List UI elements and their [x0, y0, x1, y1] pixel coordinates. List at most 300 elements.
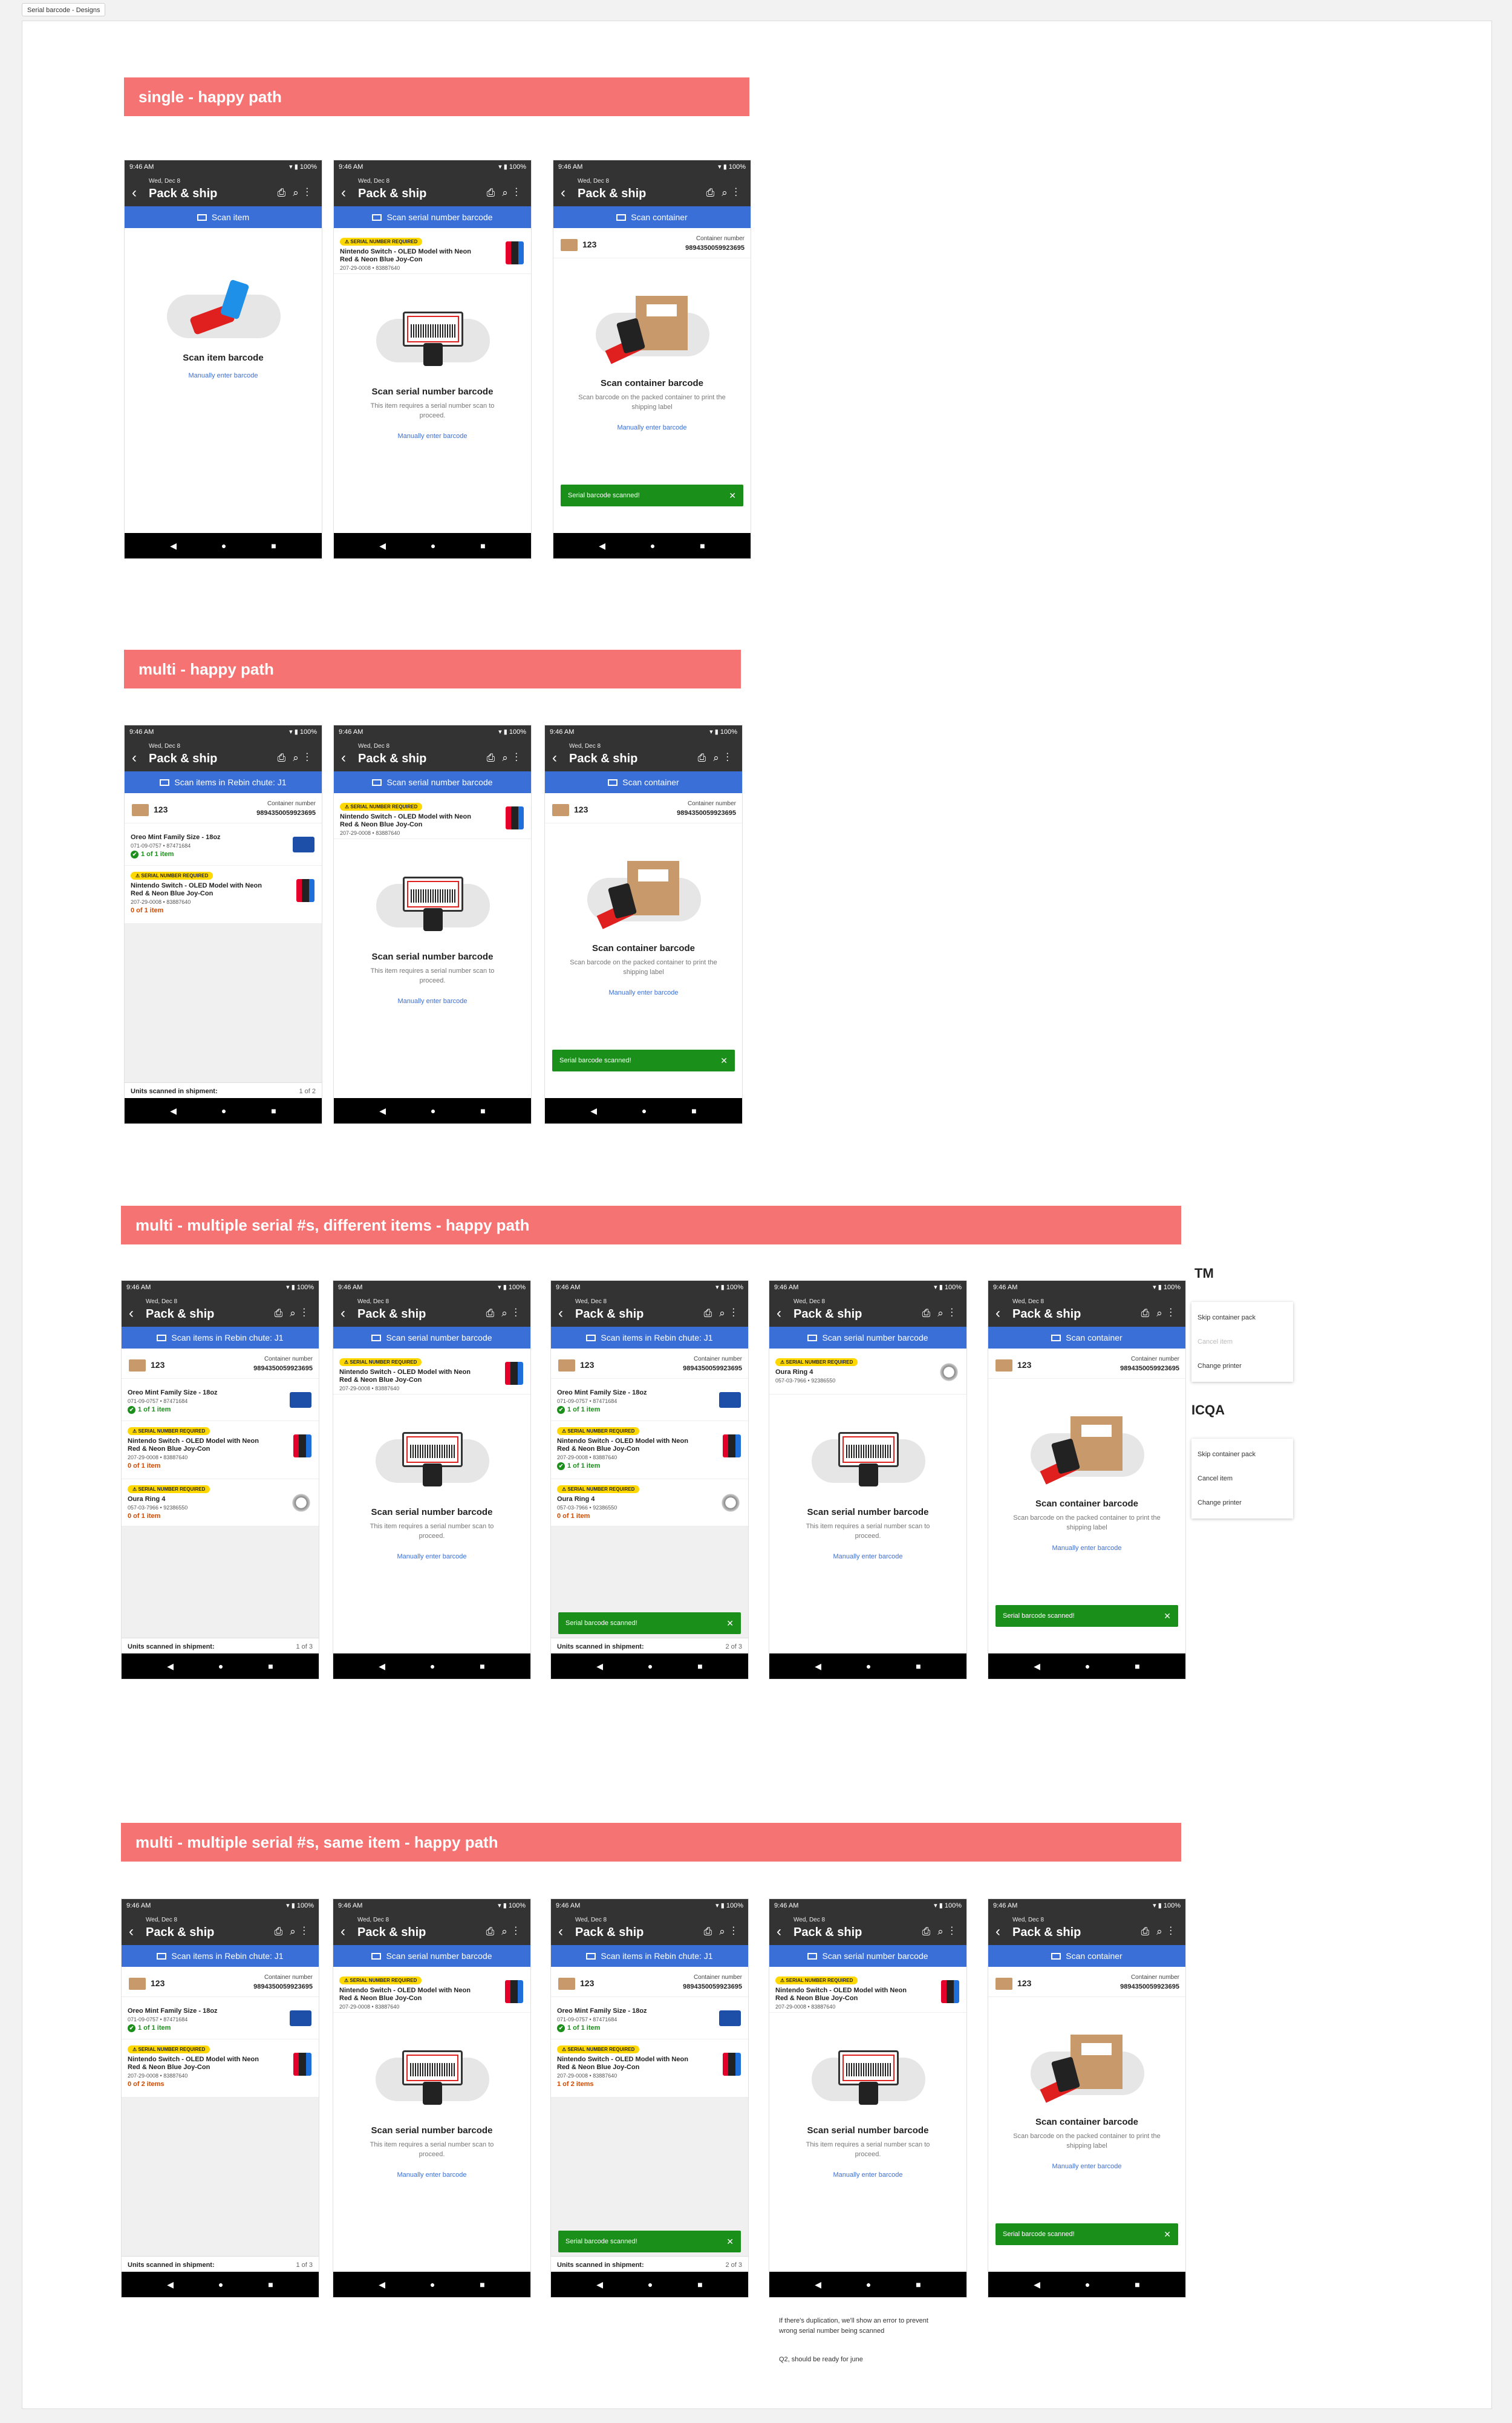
- app-bar: [125, 174, 322, 206]
- scan-action-bar[interactable]: [334, 771, 531, 793]
- scan-frame-icon: [842, 2055, 894, 2081]
- android-nav-bar[interactable]: ◀ ● ■: [125, 1098, 322, 1123]
- serial-item-header: [333, 1970, 530, 2013]
- container-row: [988, 1352, 1185, 1379]
- android-nav-bar[interactable]: ◀ ● ■: [551, 1653, 748, 1679]
- appbar-icons[interactable]: ⎙⌕⋮: [486, 187, 525, 198]
- switch-thumbnail: [296, 879, 314, 902]
- container-label: Container number: [693, 1974, 742, 1981]
- android-nav-bar[interactable]: ◀ ● ■: [988, 1653, 1185, 1679]
- android-nav-bar[interactable]: ◀ ● ■: [334, 533, 531, 558]
- list-item[interactable]: [551, 2039, 748, 2098]
- manual-entry-link[interactable]: Manually enter barcode: [397, 433, 468, 440]
- item-count: 0 of 2 items: [128, 2081, 165, 2088]
- box-icon: [129, 1978, 146, 1990]
- container-label: Container number: [264, 1974, 313, 1981]
- main-title: Scan serial number barcode: [371, 1507, 493, 1517]
- serial-scan-illustration: [376, 1426, 489, 1486]
- container-short: 123: [154, 805, 168, 814]
- item-sku: 207-29-0008 • 83887640: [340, 830, 400, 836]
- item-sku: 071-09-0757 • 87471684: [128, 2016, 188, 2022]
- units-label: Units scanned in shipment:: [128, 1643, 215, 1650]
- status-time: 9:46 AM: [338, 1902, 363, 1909]
- scan-action-label: Scan container: [631, 212, 688, 222]
- app-bar: [988, 1912, 1185, 1945]
- item-sku: 207-29-0008 • 83887640: [557, 1454, 618, 1460]
- item-sku: 071-09-0757 • 87471684: [557, 2016, 618, 2022]
- container-label: Container number: [1130, 1974, 1179, 1981]
- appbar-icons[interactable]: ⎙⌕⋮: [486, 1926, 524, 1937]
- frame-tag: Serial barcode - Designs: [22, 3, 105, 16]
- list-item[interactable]: [551, 1479, 748, 1526]
- scan-action-bar[interactable]: [545, 771, 742, 793]
- scan-action-bar[interactable]: [333, 1327, 530, 1349]
- manual-entry-link[interactable]: Manually enter barcode: [1052, 2163, 1122, 2170]
- snackbar-close-icon[interactable]: ✕: [1164, 1611, 1171, 1621]
- item-count: ✔ 1 of 1 item: [557, 1462, 742, 1470]
- scan-frame-icon: [406, 2055, 458, 2081]
- list-item[interactable]: [125, 866, 322, 924]
- appbar-icons[interactable]: ⎙⌕⋮: [274, 1926, 313, 1937]
- status-time: 9:46 AM: [126, 1284, 151, 1291]
- scan-action-label: Scan serial number barcode: [386, 1333, 492, 1342]
- appbar-icons[interactable]: ⎙⌕⋮: [486, 1307, 524, 1319]
- app-date: Wed, Dec 8: [793, 1917, 826, 1923]
- app-bar: [769, 1294, 966, 1327]
- app-date: Wed, Dec 8: [569, 743, 601, 750]
- item-name: Nintendo Switch - OLED Model with Neon Red & Neon Blue Joy-Con: [557, 2056, 688, 2071]
- oreo-thumbnail: [293, 837, 314, 852]
- scan-action-label: Scan serial number barcode: [386, 212, 493, 222]
- android-nav-bar[interactable]: ◀ ● ■: [551, 2272, 748, 2297]
- android-nav-bar[interactable]: ◀ ● ■: [988, 2272, 1185, 2297]
- back-icon[interactable]: ‹: [341, 750, 346, 766]
- barcode-icon: [586, 1953, 596, 1960]
- oreo-thumbnail: [290, 1392, 311, 1408]
- main-title: Scan serial number barcode: [371, 2125, 493, 2136]
- units-scanned-bar: [551, 1638, 748, 1655]
- scan-frame-icon: [842, 1436, 894, 1463]
- units-count: 1 of 3: [296, 2261, 313, 2269]
- item-sku: 057-03-7966 • 92386550: [775, 1378, 836, 1384]
- scan-action-label: Scan items in Rebin chute: J1: [171, 1333, 284, 1342]
- barcode-icon: [160, 779, 169, 786]
- phone-screen: [988, 1280, 1186, 1679]
- scan-action-bar[interactable]: [769, 1327, 966, 1349]
- item-name: Nintendo Switch - OLED Model with Neon Red & Neon Blue Joy-Con: [339, 1987, 471, 2002]
- serial-scan-illustration: [812, 2044, 925, 2105]
- item-count: ✔ 1 of 1 item: [557, 2024, 742, 2032]
- scan-action-bar[interactable]: [125, 206, 322, 228]
- back-icon[interactable]: ‹: [132, 750, 137, 766]
- serial-required-pill: ⚠ SERIAL NUMBER REQUIRED: [775, 1358, 858, 1366]
- main-description: This item requires a serial number scan to proceed.: [370, 1523, 494, 1540]
- main-title: Scan serial number barcode: [807, 2125, 929, 2136]
- status-battery: ▾ ▮ 100%: [498, 163, 526, 171]
- back-icon[interactable]: ‹: [558, 1305, 563, 1321]
- status-time: 9:46 AM: [129, 728, 154, 736]
- units-label: Units scanned in shipment:: [131, 1088, 218, 1095]
- tm-cancel-item[interactable]: Cancel item: [1198, 1338, 1233, 1346]
- serial-required-pill: ⚠ SERIAL NUMBER REQUIRED: [339, 1358, 422, 1366]
- serial-required-pill: ⚠ SERIAL NUMBER REQUIRED: [128, 1485, 210, 1493]
- oreo-thumbnail: [719, 2010, 741, 2026]
- back-icon[interactable]: ‹: [129, 1923, 134, 1940]
- appbar-icons[interactable]: ⎙⌕⋮: [922, 1307, 960, 1319]
- phone-screen: [544, 725, 743, 1124]
- snackbar-close-icon[interactable]: ✕: [726, 1618, 734, 1628]
- item-name: Oura Ring 4: [775, 1368, 813, 1376]
- appbar-icons[interactable]: ⎙⌕⋮: [277, 187, 316, 198]
- main-title: Scan serial number barcode: [371, 387, 494, 397]
- app-title: Pack & ship: [575, 1307, 644, 1321]
- status-battery: ▾ ▮ 100%: [1153, 1902, 1181, 1909]
- back-icon[interactable]: ‹: [132, 185, 137, 201]
- icqa-cancel-item[interactable]: Cancel item: [1198, 1475, 1233, 1482]
- success-snackbar: [558, 1612, 741, 1634]
- container-row: [553, 232, 751, 258]
- container-number: 9894350059923695: [683, 1983, 742, 1990]
- android-nav-bar[interactable]: ◀ ● ■: [122, 2272, 319, 2297]
- status-battery: ▾ ▮ 100%: [934, 1284, 962, 1291]
- container-label: Container number: [1130, 1356, 1179, 1362]
- manual-entry-link[interactable]: Manually enter barcode: [1052, 1545, 1122, 1552]
- app-bar: [334, 739, 531, 771]
- list-item[interactable]: [551, 2002, 748, 2039]
- status-time: 9:46 AM: [126, 1902, 151, 1909]
- manual-entry-link[interactable]: Manually enter barcode: [833, 2171, 903, 2179]
- app-title: Pack & ship: [357, 1926, 426, 1939]
- main-title: Scan container barcode: [591, 943, 696, 953]
- units-scanned-bar: [551, 2256, 748, 2273]
- app-date: Wed, Dec 8: [146, 1298, 178, 1305]
- status-time: 9:46 AM: [558, 163, 583, 171]
- serial-required-pill: ⚠ SERIAL NUMBER REQUIRED: [339, 1977, 422, 1984]
- container-scan-illustration: [1031, 2038, 1144, 2099]
- manual-entry-link[interactable]: Manually enter barcode: [833, 1553, 903, 1560]
- appbar-icons[interactable]: ⎙⌕⋮: [1141, 1307, 1179, 1319]
- tm-skip-container[interactable]: Skip container pack: [1198, 1314, 1256, 1321]
- scan-action-bar[interactable]: [553, 206, 751, 228]
- status-time: 9:46 AM: [993, 1284, 1018, 1291]
- status-time: 9:46 AM: [339, 163, 363, 171]
- container-label: Container number: [267, 800, 316, 807]
- main-title: Scan container barcode: [600, 378, 704, 388]
- item-count: 1 of 2 items: [557, 2081, 594, 2088]
- status-battery: ▾ ▮ 100%: [1153, 1284, 1181, 1291]
- appbar-icons[interactable]: ⎙⌕⋮: [274, 1307, 313, 1319]
- app-title: Pack & ship: [146, 1926, 215, 1939]
- android-nav-bar[interactable]: ◀ ● ■: [553, 533, 751, 558]
- status-bar: [553, 160, 751, 174]
- tm-change-printer[interactable]: Change printer: [1198, 1362, 1242, 1370]
- app-date: Wed, Dec 8: [358, 743, 390, 750]
- status-bar: [988, 1899, 1185, 1912]
- android-nav-bar[interactable]: ◀ ● ■: [125, 533, 322, 558]
- status-bar: [122, 1281, 319, 1294]
- manual-entry-link[interactable]: Manually enter barcode: [188, 372, 258, 379]
- back-icon[interactable]: ‹: [341, 1305, 345, 1321]
- phone-icon: [423, 1463, 442, 1486]
- barcode-icon: [371, 1953, 381, 1960]
- barcode-icon: [608, 779, 618, 786]
- status-bar: [551, 1281, 748, 1294]
- list-item[interactable]: [551, 1421, 748, 1479]
- app-bar: [551, 1294, 748, 1327]
- status-time: 9:46 AM: [339, 728, 363, 736]
- item-count: ✔ 1 of 1 item: [128, 2024, 313, 2032]
- icqa-menu: [1191, 1439, 1293, 1519]
- box-icon: [129, 1359, 146, 1372]
- serial-scan-illustration: [812, 1426, 925, 1486]
- container-number: 9894350059923695: [683, 1365, 742, 1372]
- back-icon[interactable]: ‹: [777, 1923, 781, 1940]
- container-short: 123: [580, 1978, 595, 1988]
- snackbar-close-icon[interactable]: ✕: [1164, 2229, 1171, 2239]
- empty-list-area: [125, 924, 322, 1082]
- status-time: 9:46 AM: [338, 1284, 363, 1291]
- scan-action-bar[interactable]: [988, 1327, 1185, 1349]
- app-title: Pack & ship: [149, 187, 218, 200]
- phone-screen: [769, 1898, 967, 2298]
- scan-action-bar[interactable]: [551, 1945, 748, 1967]
- scan-action-label: Scan items in Rebin chute: J1: [174, 777, 287, 787]
- scan-action-bar[interactable]: [988, 1945, 1185, 1967]
- barcode-icon: [371, 1335, 381, 1341]
- app-title: Pack & ship: [146, 1307, 215, 1321]
- phone-screen: [988, 1898, 1186, 2298]
- list-item[interactable]: [125, 828, 322, 866]
- item-sku: 207-29-0008 • 83887640: [339, 1385, 400, 1391]
- status-battery: ▾ ▮ 100%: [718, 163, 746, 171]
- switch-thumbnail: [505, 1980, 523, 2003]
- box-icon: [996, 1359, 1012, 1372]
- main-description: Scan barcode on the packed container to print the shipping label: [1013, 1514, 1161, 1531]
- barcode-icon: [372, 214, 382, 221]
- appbar-icons[interactable]: ⎙⌕⋮: [697, 752, 736, 764]
- success-snackbar: [552, 1050, 735, 1071]
- serial-required-pill: ⚠ SERIAL NUMBER REQUIRED: [128, 2045, 210, 2053]
- container-row: [122, 1970, 319, 1997]
- tm-label: TM: [1194, 1266, 1214, 1281]
- status-bar: [769, 1899, 966, 1912]
- app-title: Pack & ship: [358, 752, 427, 765]
- manual-entry-link[interactable]: Manually enter barcode: [397, 1553, 467, 1560]
- container-number: 9894350059923695: [253, 1365, 313, 1372]
- switch-thumbnail: [506, 241, 524, 264]
- container-short: 123: [151, 1360, 165, 1370]
- serial-item-header: [333, 1352, 530, 1395]
- switch-thumbnail: [941, 1980, 959, 2003]
- scan-frame-icon: [407, 881, 459, 907]
- snackbar-close-icon[interactable]: ✕: [720, 1056, 728, 1065]
- app-title: Pack & ship: [578, 187, 647, 200]
- scan-action-label: Scan serial number barcode: [386, 777, 493, 787]
- app-bar: [333, 1912, 530, 1945]
- scan-action-bar[interactable]: [551, 1327, 748, 1349]
- app-date: Wed, Dec 8: [575, 1917, 607, 1923]
- back-icon[interactable]: ‹: [341, 1923, 345, 1940]
- container-row: [988, 1970, 1185, 1997]
- item-sku: 207-29-0008 • 83887640: [131, 899, 191, 905]
- app-title: Pack & ship: [793, 1926, 862, 1939]
- manual-entry-link[interactable]: Manually enter barcode: [397, 998, 468, 1005]
- app-date: Wed, Dec 8: [357, 1298, 389, 1305]
- app-bar: [122, 1912, 319, 1945]
- android-nav-bar[interactable]: ◀ ● ■: [122, 1653, 319, 1679]
- container-short: 123: [151, 1978, 165, 1988]
- list-item[interactable]: [122, 2039, 319, 2098]
- main-description: This item requires a serial number scan to proceed.: [806, 1523, 930, 1540]
- list-item[interactable]: [122, 1479, 319, 1526]
- switch-thumbnail: [505, 1362, 523, 1385]
- serial-required-pill: ⚠ SERIAL NUMBER REQUIRED: [557, 1427, 639, 1435]
- main-description: Scan barcode on the packed container to print the shipping label: [1013, 2133, 1161, 2150]
- manual-entry-link[interactable]: Manually enter barcode: [608, 989, 679, 996]
- snackbar-text: Serial barcode scanned!: [565, 2238, 637, 2245]
- success-snackbar: [558, 2231, 741, 2252]
- status-battery: ▾ ▮ 100%: [498, 728, 526, 736]
- scan-action-bar[interactable]: [125, 771, 322, 793]
- box-icon: [996, 1978, 1012, 1990]
- item-sku: 057-03-7966 • 92386550: [557, 1505, 618, 1511]
- serial-item-header: [769, 1970, 966, 2013]
- item-sku: 207-29-0008 • 83887640: [340, 265, 400, 271]
- scan-action-bar[interactable]: [122, 1327, 319, 1349]
- item-sku: 071-09-0757 • 87471684: [557, 1398, 618, 1404]
- manual-entry-link[interactable]: Manually enter barcode: [617, 424, 687, 431]
- status-time: 9:46 AM: [556, 1902, 581, 1909]
- switch-thumbnail: [723, 1434, 741, 1457]
- app-bar: [769, 1912, 966, 1945]
- barcode-icon: [157, 1335, 166, 1341]
- serial-scan-illustration: [376, 871, 490, 931]
- back-icon[interactable]: ‹: [996, 1923, 1000, 1940]
- item-name: Oura Ring 4: [557, 1496, 595, 1503]
- appbar-icons[interactable]: ⎙⌕⋮: [1141, 1926, 1179, 1937]
- serial-label-icon: [403, 312, 463, 347]
- serial-label-icon: [403, 877, 463, 912]
- back-icon[interactable]: ‹: [561, 185, 565, 201]
- container-number: 9894350059923695: [1120, 1983, 1179, 1990]
- android-nav-bar[interactable]: ◀ ● ■: [545, 1098, 742, 1123]
- barcode-icon: [616, 214, 626, 221]
- serial-required-pill: ⚠ SERIAL NUMBER REQUIRED: [128, 1427, 210, 1435]
- back-icon[interactable]: ‹: [558, 1923, 563, 1940]
- status-battery: ▾ ▮ 100%: [286, 1284, 314, 1291]
- status-time: 9:46 AM: [993, 1902, 1018, 1909]
- status-bar: [545, 725, 742, 739]
- manual-entry-link[interactable]: Manually enter barcode: [397, 2171, 467, 2179]
- status-battery: ▾ ▮ 100%: [289, 728, 317, 736]
- container-row: [545, 797, 742, 823]
- back-icon[interactable]: ‹: [341, 185, 346, 201]
- back-icon[interactable]: ‹: [996, 1305, 1000, 1321]
- item-count: 0 of 1 item: [128, 1512, 161, 1520]
- appbar-icons[interactable]: ⎙⌕⋮: [277, 752, 316, 764]
- container-short: 123: [580, 1360, 595, 1370]
- switch-thumbnail: [723, 2053, 741, 2076]
- phone-icon: [423, 2082, 442, 2105]
- app-bar: [545, 739, 742, 771]
- scan-action-bar[interactable]: [334, 206, 531, 228]
- snackbar-text: Serial barcode scanned!: [1003, 1612, 1075, 1620]
- main-description: This item requires a serial number scan to proceed.: [806, 2141, 930, 2158]
- scan-action-bar[interactable]: [769, 1945, 966, 1967]
- tm-menu: [1191, 1302, 1293, 1382]
- android-nav-bar[interactable]: ◀ ● ■: [333, 2272, 530, 2297]
- app-date: Wed, Dec 8: [358, 178, 390, 185]
- switch-thumbnail: [293, 2053, 311, 2076]
- snackbar-close-icon[interactable]: ✕: [729, 491, 736, 500]
- status-time: 9:46 AM: [774, 1902, 799, 1909]
- item-name: Nintendo Switch - OLED Model with Neon Red & Neon Blue Joy-Con: [775, 1987, 907, 2002]
- item-name: Oreo Mint Family Size - 18oz: [128, 2007, 218, 2015]
- phone-screen: [121, 1280, 319, 1679]
- android-nav-bar[interactable]: ◀ ● ■: [333, 1653, 530, 1679]
- scan-action-bar[interactable]: [122, 1945, 319, 1967]
- android-nav-bar[interactable]: ◀ ● ■: [769, 1653, 966, 1679]
- serial-item-header: [334, 232, 531, 274]
- list-item[interactable]: [122, 1384, 319, 1421]
- status-bar: [769, 1281, 966, 1294]
- back-icon[interactable]: ‹: [129, 1305, 134, 1321]
- list-item[interactable]: [122, 1421, 319, 1479]
- oreo-thumbnail: [719, 1392, 741, 1408]
- list-item[interactable]: [551, 1384, 748, 1421]
- units-label: Units scanned in shipment:: [128, 2261, 215, 2269]
- back-icon[interactable]: ‹: [552, 750, 557, 766]
- main-description: This item requires a serial number scan to proceed.: [370, 2141, 494, 2158]
- ring-thumbnail: [720, 1493, 741, 1513]
- barcode-icon: [586, 1335, 596, 1341]
- appbar-icons[interactable]: ⎙⌕⋮: [922, 1926, 960, 1937]
- appbar-icons[interactable]: ⎙⌕⋮: [706, 187, 745, 198]
- icqa-change-printer[interactable]: Change printer: [1198, 1499, 1242, 1506]
- scan-action-label: Scan serial number barcode: [822, 1951, 928, 1961]
- barcode-icon: [1051, 1335, 1061, 1341]
- units-scanned-bar: [122, 1638, 319, 1655]
- serial-required-pill: ⚠ SERIAL NUMBER REQUIRED: [340, 803, 422, 811]
- status-bar: [125, 725, 322, 739]
- container-short: 123: [582, 240, 597, 249]
- main-title: Scan serial number barcode: [371, 952, 494, 962]
- app-date: Wed, Dec 8: [793, 1298, 826, 1305]
- main-title: Scan container barcode: [1035, 1499, 1139, 1509]
- q2-note: Q2, should be ready for june: [779, 2356, 863, 2363]
- ring-thumbnail: [939, 1362, 959, 1382]
- units-label: Units scanned in shipment:: [557, 2261, 644, 2269]
- snackbar-close-icon[interactable]: ✕: [726, 2237, 734, 2246]
- appbar-icons[interactable]: ⎙⌕⋮: [486, 752, 525, 764]
- list-item[interactable]: [122, 2002, 319, 2039]
- container-number: 9894350059923695: [256, 809, 316, 817]
- scan-action-bar[interactable]: [333, 1945, 530, 1967]
- status-bar: [125, 160, 322, 174]
- back-icon[interactable]: ‹: [777, 1305, 781, 1321]
- icqa-skip-container[interactable]: Skip container pack: [1198, 1451, 1256, 1458]
- appbar-icons[interactable]: ⎙⌕⋮: [703, 1926, 742, 1937]
- android-nav-bar[interactable]: ◀ ● ■: [334, 1098, 531, 1123]
- app-date: Wed, Dec 8: [578, 178, 610, 185]
- units-count: 1 of 2: [299, 1088, 316, 1095]
- android-nav-bar[interactable]: ◀ ● ■: [769, 2272, 966, 2297]
- container-short: 123: [574, 805, 588, 814]
- app-bar: [334, 174, 531, 206]
- snackbar-text: Serial barcode scanned!: [565, 1620, 637, 1627]
- item-sku: 207-29-0008 • 83887640: [128, 2073, 188, 2079]
- appbar-icons[interactable]: ⎙⌕⋮: [703, 1307, 742, 1319]
